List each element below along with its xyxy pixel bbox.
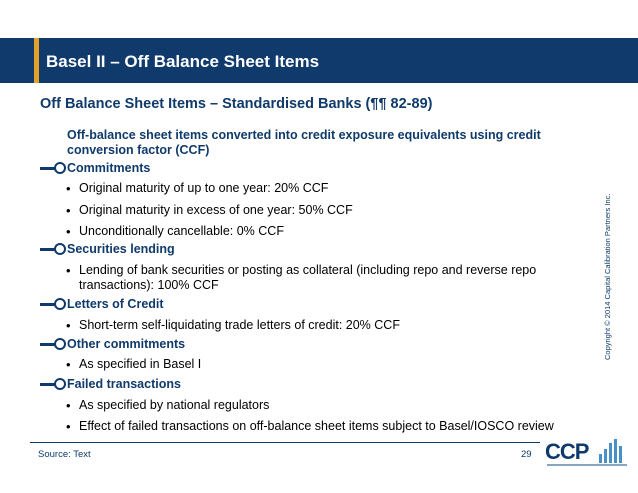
bullet-item: • Original maturity in excess of one year: 50% CCF xyxy=(66,203,353,218)
slide-title: Basel II – Off Balance Sheet Items xyxy=(46,52,320,71)
bullet-item: • Effect of failed transactions on off-balance sheet items subject to Basel/IOSCO review xyxy=(66,419,554,434)
section-marker-icon xyxy=(40,243,66,255)
bullet-dot-icon: • xyxy=(66,357,71,372)
section-heading-other-commitments: Other commitments xyxy=(67,337,186,351)
logo-underline xyxy=(547,464,627,466)
copyright-notice: Copyright © 2014 Capital Calibration Partners Inc. xyxy=(603,193,612,360)
section-heading-failed-transactions: Failed transactions xyxy=(67,377,181,391)
bullet-dot-icon: • xyxy=(66,419,71,434)
bullet-item: • As specified in Basel I xyxy=(66,357,202,372)
source-note: Source: Text xyxy=(38,449,91,460)
bullet-item: • Original maturity of up to one year: 20% CCF xyxy=(66,181,329,196)
bullet-dot-icon: • xyxy=(66,318,71,333)
bullet-dot-icon: • xyxy=(66,224,71,239)
section-heading-securities-lending: Securities lending xyxy=(67,242,175,256)
logo-bars-icon xyxy=(599,439,625,463)
footer-divider xyxy=(30,442,540,443)
bullet-dot-icon: • xyxy=(66,181,71,196)
bullet-item: • Short-term self-liquidating trade letters of credit: 20% CCF xyxy=(66,318,400,333)
section-heading-commitments: Commitments xyxy=(67,161,151,175)
section-marker-icon xyxy=(40,378,66,390)
bullet-dot-icon: • xyxy=(66,203,71,218)
slide-subtitle: Off Balance Sheet Items – Standardised Banks (¶¶ 82-89) xyxy=(40,96,433,112)
page-number: 29 xyxy=(521,449,532,460)
section-marker-icon xyxy=(40,162,66,174)
ccp-logo xyxy=(545,437,627,469)
bullet-dot-icon: • xyxy=(66,398,71,413)
intro-text: Off-balance sheet items converted into credit exposure equivalents using credit conversion factor (CCF) xyxy=(67,128,541,157)
bullet-dot-icon: • xyxy=(66,263,71,278)
logo-text: CCP xyxy=(545,439,589,464)
section-heading-letters-of-credit: Letters of Credit xyxy=(67,297,164,311)
title-accent-stripe xyxy=(34,38,39,83)
bullet-item: • Unconditionally cancellable: 0% CCF xyxy=(66,224,284,239)
section-marker-icon xyxy=(40,338,66,350)
bullet-item: • Lending of bank securities or posting as collateral (including repo and reverse repo transactions): 100% CCF xyxy=(66,263,537,292)
section-marker-icon xyxy=(40,298,66,310)
bullet-item: • As specified by national regulators xyxy=(66,398,270,413)
